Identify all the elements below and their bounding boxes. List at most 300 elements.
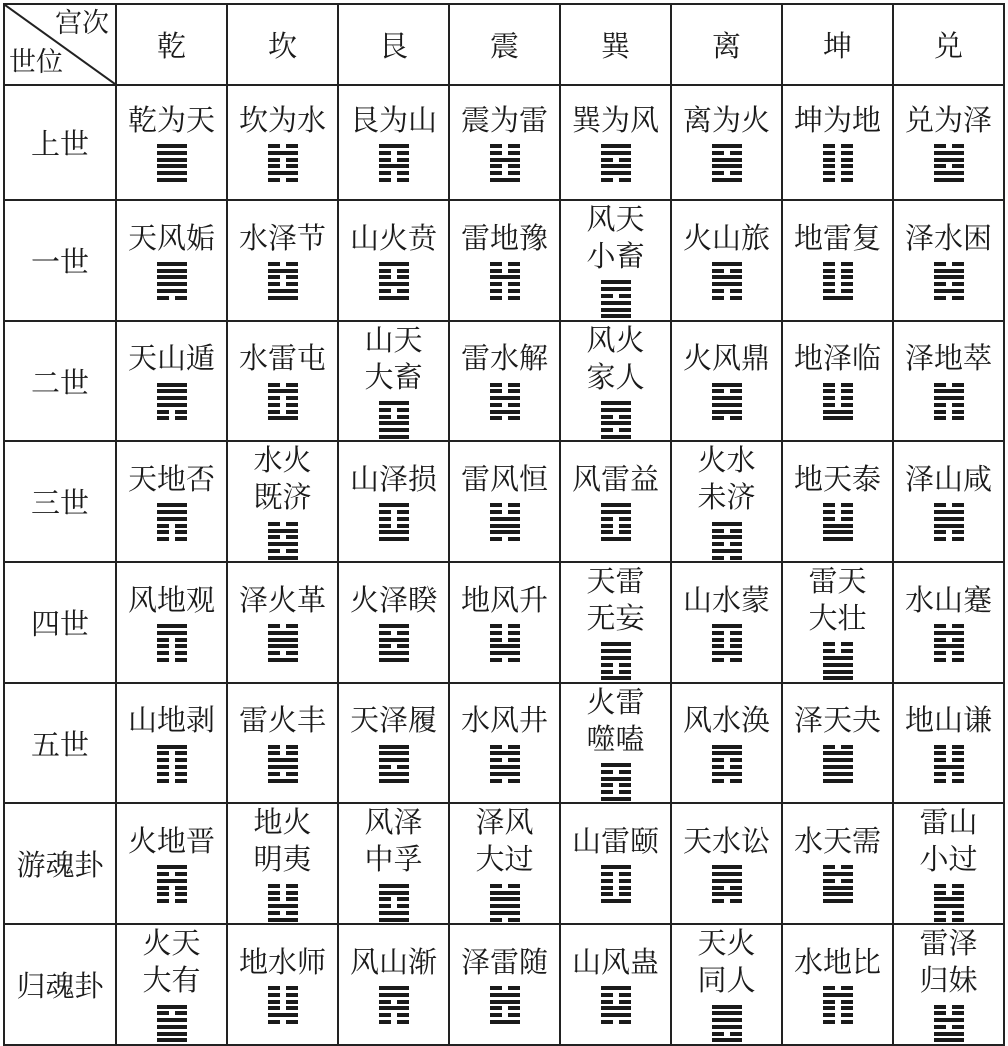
hexagram-name: 坤为地 (793, 102, 881, 137)
yin-line (379, 178, 409, 182)
line-segment (934, 537, 946, 541)
line-segment (619, 872, 631, 876)
hexagram-cell-content (339, 582, 448, 664)
line-segment (934, 658, 946, 662)
line-segment (841, 1020, 853, 1024)
hexagram-name: 火地晋 (127, 823, 215, 858)
hexagram-name: 雷地豫 (460, 220, 548, 255)
yang-line (490, 904, 520, 908)
yin-line (712, 658, 742, 662)
line-segment (934, 262, 946, 266)
hexagram-name: 泽雷随 (460, 944, 548, 979)
hexagram-name: 兑为泽 (904, 102, 992, 137)
line-segment (952, 891, 964, 895)
yin-line (268, 164, 298, 168)
line-segment (934, 383, 946, 387)
hexagram-symbol-icon (268, 143, 298, 184)
line-segment (619, 783, 631, 787)
hexagram-symbol-icon (823, 143, 853, 184)
line-segment (508, 779, 520, 783)
line-segment (934, 644, 964, 648)
hexagram-cell (671, 321, 782, 442)
position-label: 一世 (4, 200, 116, 321)
yin-line (712, 556, 742, 560)
hexagram-cell (893, 85, 1004, 200)
yin-line (268, 897, 298, 901)
yang-line (601, 435, 631, 439)
hexagram-symbol-icon (712, 261, 742, 302)
hexagram-cell-content (228, 442, 337, 561)
line-segment (841, 289, 853, 293)
line-segment (712, 899, 724, 903)
yang-line (157, 631, 187, 635)
yin-line (157, 892, 187, 896)
line-segment (601, 892, 613, 896)
line-segment (286, 549, 298, 553)
line-segment (508, 658, 520, 662)
hexagram-name: 地水师 (238, 944, 326, 979)
line-segment (619, 879, 631, 883)
yang-line (379, 751, 409, 755)
line-segment (823, 403, 835, 407)
hexagram-name: 火泽睽 (349, 582, 437, 617)
line-segment (286, 396, 298, 400)
line-segment (823, 517, 835, 521)
line-segment (268, 911, 280, 915)
line-segment (268, 522, 280, 526)
yang-line (379, 758, 409, 762)
line-segment (157, 144, 187, 148)
hexagram-symbol-icon (379, 623, 409, 664)
palace-header: 艮 (338, 4, 449, 85)
line-segment (379, 745, 409, 749)
line-segment (286, 522, 298, 526)
yin-line (157, 651, 187, 655)
yang-line (712, 403, 742, 407)
palace-header: 震 (449, 4, 560, 85)
line-segment (712, 556, 724, 560)
hexagram-name: 风地观 (127, 582, 215, 617)
yin-line (268, 891, 298, 895)
line-segment (175, 651, 187, 655)
hexagram-cell-content (672, 220, 781, 302)
hexagram-name: 地天泰 (793, 461, 881, 496)
hexagram-cell-content (894, 804, 1003, 923)
line-segment (934, 269, 964, 273)
hexagram-name: 风火家人 (586, 322, 645, 394)
hexagram-cell-content (450, 804, 559, 923)
yin-line (934, 410, 964, 414)
yin-line (823, 164, 853, 168)
yin-line (157, 524, 187, 528)
line-segment (601, 401, 631, 405)
line-segment (601, 865, 631, 869)
yang-line (601, 280, 631, 284)
position-label: 归魂卦 (4, 924, 116, 1045)
line-segment (157, 403, 187, 407)
hexagram-cell (560, 441, 671, 562)
hexagram-name: 泽风大过 (475, 805, 534, 877)
line-segment (841, 282, 853, 286)
hexagram-cell-content (450, 582, 559, 664)
yang-line (268, 658, 298, 662)
yang-line (601, 763, 631, 767)
yang-line (712, 535, 742, 539)
line-segment (397, 289, 409, 293)
yin-line (934, 758, 964, 762)
hexagram-name: 坎为水 (238, 102, 326, 137)
line-segment (952, 884, 964, 888)
yin-line (934, 918, 964, 922)
yin-line (601, 790, 631, 794)
hexagram-name: 地风升 (460, 582, 548, 617)
yin-line (823, 503, 853, 507)
yang-line (490, 396, 520, 400)
hexagram-cell-content (783, 102, 892, 184)
line-segment (601, 308, 631, 312)
yang-line (934, 1018, 964, 1022)
line-segment (397, 269, 409, 273)
line-segment (712, 158, 742, 162)
hexagram-symbol-icon (823, 261, 853, 302)
line-segment (286, 262, 298, 266)
line-segment (934, 624, 946, 628)
yang-line (823, 530, 853, 534)
line-segment (508, 171, 520, 175)
yin-line (712, 542, 742, 546)
hexagram-name: 火山旅 (682, 220, 770, 255)
hexagram-name: 雷风恒 (460, 461, 548, 496)
line-segment (175, 644, 187, 648)
hexagram-cell (227, 562, 338, 683)
yin-line (823, 403, 853, 407)
line-segment (490, 389, 502, 393)
yang-line (823, 410, 853, 414)
line-segment (823, 158, 835, 162)
hexagram-cell-content (450, 702, 559, 784)
line-segment (508, 1006, 520, 1010)
line-segment (730, 296, 742, 300)
line-segment (712, 1025, 742, 1029)
yang-line (823, 886, 853, 890)
line-segment (268, 644, 298, 648)
hexagram-name: 水地比 (793, 944, 881, 979)
hexagram-cell-content (228, 340, 337, 422)
yin-line (601, 524, 631, 528)
line-segment (490, 1020, 520, 1024)
line-segment (286, 986, 298, 990)
line-segment (397, 158, 409, 162)
hexagram-name: 天风姤 (127, 220, 215, 255)
hexagram-name: 山火贲 (349, 220, 437, 255)
hexagram-cell (338, 200, 449, 321)
hexagram-name: 火风鼎 (682, 341, 770, 376)
line-segment (823, 642, 835, 646)
line-segment (397, 644, 409, 648)
yang-line (379, 651, 409, 655)
line-segment (934, 751, 946, 755)
hexagram-cell (782, 85, 893, 200)
hexagram-cell (338, 85, 449, 200)
hexagram-cell (116, 200, 227, 321)
line-segment (730, 779, 742, 783)
line-segment (730, 151, 742, 155)
hexagram-symbol-icon (823, 502, 853, 543)
line-segment (490, 537, 502, 541)
hexagram-name: 山雷颐 (571, 823, 659, 858)
hexagram-symbol-icon (823, 864, 853, 905)
line-segment (619, 1000, 631, 1004)
yin-line (268, 911, 298, 915)
yang-line (490, 765, 520, 769)
line-segment (157, 524, 169, 528)
line-segment (712, 396, 742, 400)
line-segment (490, 403, 502, 407)
line-segment (490, 503, 502, 507)
hexagram-symbol-icon (379, 743, 409, 784)
hexagram-cell-content (561, 322, 670, 441)
hexagram-cell-content (894, 582, 1003, 664)
line-segment (157, 651, 169, 655)
line-segment (157, 751, 169, 755)
hexagram-symbol-icon (379, 400, 409, 441)
hexagram-symbol-icon (601, 762, 631, 803)
yang-line (268, 765, 298, 769)
yang-line (157, 171, 187, 175)
line-segment (823, 396, 835, 400)
yin-line (157, 644, 187, 648)
hexagram-name: 雷山小过 (919, 805, 978, 877)
hexagram-cell-content (783, 340, 892, 422)
line-segment (490, 517, 520, 521)
line-segment (379, 408, 391, 412)
hexagram-cell (782, 924, 893, 1045)
yin-line (601, 158, 631, 162)
line-segment (934, 1032, 964, 1036)
line-segment (952, 745, 964, 749)
yang-line (157, 503, 187, 507)
yang-line (823, 670, 853, 674)
yin-line (601, 783, 631, 787)
yin-line (490, 1006, 520, 1010)
yang-line (157, 1005, 187, 1009)
line-segment (712, 383, 742, 387)
hexagram-symbol-icon (157, 1003, 187, 1044)
table-row (4, 321, 1004, 442)
yin-line (157, 872, 187, 876)
line-segment (712, 522, 742, 526)
line-segment (712, 886, 724, 890)
yang-line (712, 879, 742, 883)
line-segment (157, 537, 169, 541)
yin-line (934, 891, 964, 895)
line-segment (379, 751, 409, 755)
line-segment (490, 884, 502, 888)
line-segment (952, 530, 964, 534)
line-segment (823, 779, 853, 783)
line-segment (379, 758, 409, 762)
hexagram-cell-content (672, 925, 781, 1044)
hexagram-symbol-icon (601, 400, 631, 441)
line-segment (823, 416, 853, 420)
line-segment (601, 670, 613, 674)
line-segment (934, 164, 946, 168)
hexagram-cell-content (450, 944, 559, 1026)
yang-line (601, 421, 631, 425)
hexagram-symbol-icon (823, 641, 853, 682)
yin-line (379, 524, 409, 528)
yin-line (823, 517, 853, 521)
hexagram-cell-content (117, 220, 226, 302)
line-segment (490, 745, 502, 749)
line-segment (379, 1020, 391, 1024)
yang-line (157, 164, 187, 168)
yin-line (379, 904, 409, 908)
hexagram-symbol-icon (379, 502, 409, 543)
line-segment (175, 410, 187, 414)
line-segment (268, 884, 280, 888)
hexagram-name: 山风蛊 (571, 944, 659, 979)
line-segment (712, 542, 724, 546)
hexagram-name: 风天小畜 (586, 202, 645, 273)
line-segment (379, 517, 391, 521)
line-segment (379, 428, 409, 432)
palace-header: 兑 (893, 4, 1004, 85)
hexagram-cell (338, 924, 449, 1045)
line-segment (379, 779, 409, 783)
yin-line (379, 269, 409, 273)
yin-line (601, 1020, 631, 1024)
line-segment (490, 275, 520, 279)
line-segment (841, 986, 853, 990)
yang-line (490, 524, 520, 528)
line-segment (601, 1006, 631, 1010)
line-segment (952, 1005, 964, 1009)
line-segment (508, 383, 520, 387)
line-segment (157, 765, 169, 769)
yin-line (823, 158, 853, 162)
line-segment (934, 1038, 964, 1042)
line-segment (508, 918, 520, 922)
yang-line (268, 758, 298, 762)
table-row (4, 924, 1004, 1045)
hexagram-name: 风水涣 (682, 703, 770, 738)
line-segment (934, 897, 964, 901)
yang-line (823, 416, 853, 420)
yin-line (712, 529, 742, 533)
line-segment (952, 282, 964, 286)
yin-line (712, 389, 742, 393)
line-segment (730, 269, 742, 273)
yang-line (934, 289, 964, 293)
line-segment (268, 158, 280, 162)
line-segment (175, 872, 187, 876)
yang-line (490, 891, 520, 895)
hexagram-symbol-icon (490, 502, 520, 543)
hexagram-name: 山地剥 (127, 703, 215, 738)
yang-line (823, 892, 853, 896)
palace-header: 离 (671, 4, 782, 85)
yin-line (934, 164, 964, 168)
yin-line (379, 1020, 409, 1024)
yin-line (268, 1000, 298, 1004)
hexagram-cell (338, 441, 449, 562)
yin-line (268, 410, 298, 414)
yin-line (268, 535, 298, 539)
yang-line (823, 524, 853, 528)
hexagram-cell (449, 441, 560, 562)
yin-line (490, 151, 520, 155)
line-segment (619, 993, 631, 997)
line-segment (730, 529, 742, 533)
yang-line (601, 408, 631, 412)
line-segment (268, 624, 280, 628)
line-segment (157, 745, 187, 749)
yang-line (601, 510, 631, 514)
hexagram-name: 山泽损 (349, 461, 437, 496)
line-segment (730, 631, 742, 635)
line-segment (730, 1032, 742, 1036)
line-segment (934, 416, 946, 420)
yin-line (934, 884, 964, 888)
line-segment (934, 289, 964, 293)
line-segment (712, 1038, 742, 1042)
yin-line (823, 986, 853, 990)
yang-line (823, 663, 853, 667)
line-segment (379, 638, 409, 642)
line-segment (268, 151, 298, 155)
hexagram-cell (449, 85, 560, 200)
line-segment (286, 993, 298, 997)
yang-line (601, 537, 631, 541)
hexagram-cell (893, 683, 1004, 804)
hexagram-cell-content (339, 702, 448, 784)
line-segment (508, 144, 520, 148)
hexagram-cell-content (672, 823, 781, 905)
line-segment (823, 986, 835, 990)
line-segment (490, 758, 502, 762)
yin-line (712, 171, 742, 175)
line-segment (601, 171, 631, 175)
yin-line (268, 745, 298, 749)
hexagram-name: 地山谦 (904, 703, 992, 738)
yin-line (157, 537, 187, 541)
hexagram-cell-content (783, 702, 892, 784)
yin-line (712, 899, 742, 903)
yin-line (157, 410, 187, 414)
yin-line (712, 886, 742, 890)
line-segment (490, 282, 502, 286)
yang-line (601, 151, 631, 155)
hexagram-name: 泽天夬 (793, 703, 881, 738)
line-segment (841, 164, 853, 168)
hexagram-cell-content (450, 102, 559, 184)
yin-line (712, 1032, 742, 1036)
line-segment (175, 899, 187, 903)
yang-line (601, 171, 631, 175)
line-segment (934, 765, 964, 769)
line-segment (508, 403, 520, 407)
yin-line (601, 770, 631, 774)
yang-line (379, 624, 409, 628)
line-segment (823, 656, 853, 660)
hexagram-cell-content (228, 804, 337, 923)
line-segment (730, 171, 742, 175)
line-segment (601, 524, 613, 528)
header-row (4, 4, 1004, 85)
hexagram-symbol-icon (601, 502, 631, 543)
line-segment (712, 745, 742, 749)
